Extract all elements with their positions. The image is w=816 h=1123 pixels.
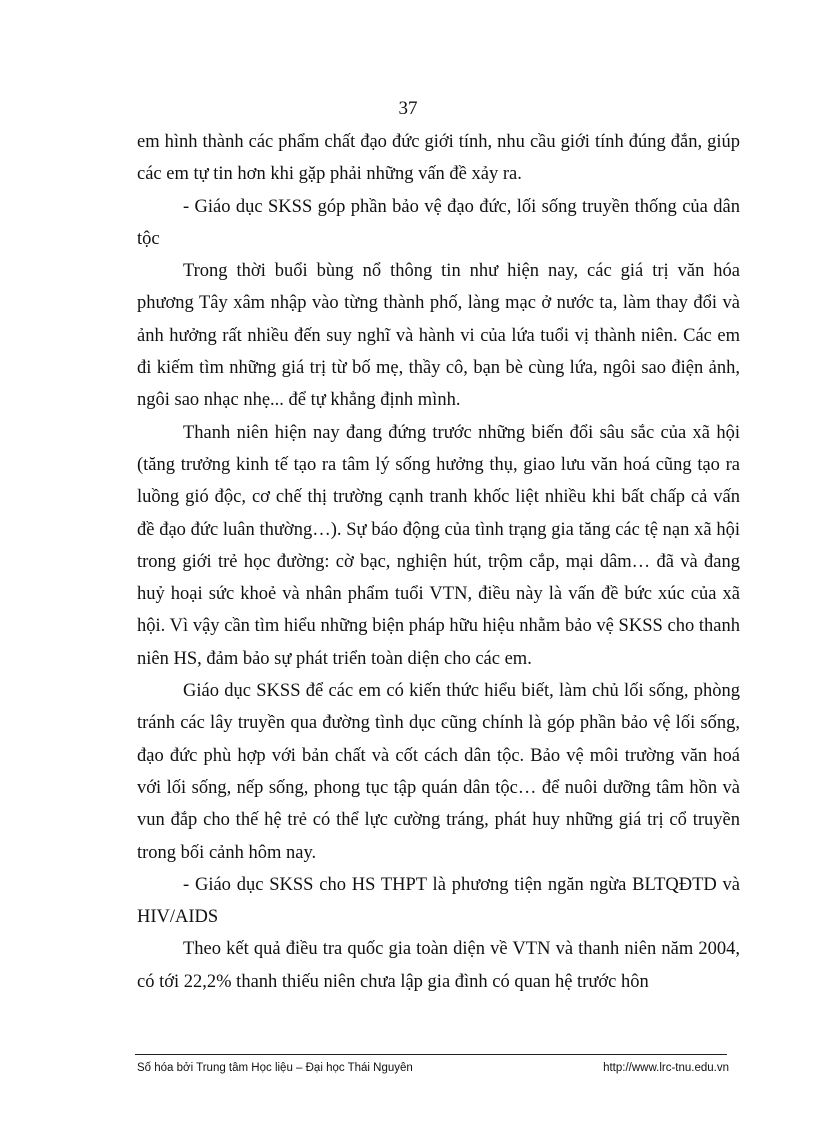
footer-source: Số hóa bởi Trung tâm Học liệu – Đại học Thái Nguyên bbox=[137, 1062, 413, 1074]
paragraph-education-purpose: Giáo dục SKSS để các em có kiến thức hiểu biết, làm chủ lối sống, phòng tránh các lây truyền qua đường tình dục cũng chính là góp phần bảo vệ lối sống, đạo đức phù hợp với bản chất và cốt cách dân tộc. Bảo vệ môi trường văn hoá với lối sống, nếp sống, phong tục tập quán dân tộc… để nuôi dưỡng tâm hồn và vun đắp cho thế hệ trẻ có thể lực cường tráng, phát huy những giá trị cổ truyền trong bối cảnh hôm nay. bbox=[137, 681, 740, 863]
paragraph-continuation: em hình thành các phẩm chất đạo đức giới tính, nhu cầu giới tính đúng đắn, giúp các em tự tin hơn khi gặp phải những vấn đề xảy ra. bbox=[137, 132, 740, 185]
paragraph-information-era: Trong thời buổi bùng nổ thông tin như hiện nay, các giá trị văn hóa phương Tây xâm nhập vào từng thành phố, làng mạc ở nước ta, làm thay đổi và ảnh hưởng rất nhiều đến suy nghĩ và hành vi của lứa tuổi vị thành niên. Các em đi kiếm tìm những giá trị từ bố mẹ, thầy cô, bạn bè cùng lứa, ngôi sao điện ảnh, ngôi sao nhạc nhẹ... để tự khẳng định mình. bbox=[137, 261, 740, 411]
document-body bbox=[137, 126, 740, 998]
section-heading-tradition: - Giáo dục SKSS góp phần bảo vệ đạo đức, lối sống truyền thống của dân tộc bbox=[137, 196, 740, 249]
paragraph-youth-changes: Thanh niên hiện nay đang đứng trước những biến đổi sâu sắc của xã hội (tăng trưởng kinh tế tạo ra tâm lý sống hưởng thụ, giao lưu văn hoá cũng tạo ra luồng gió độc, cơ chế thị trường cạnh tranh khốc liệt nhiều khi bất chấp cả vấn đề đạo đức luân thường…). Sự báo động của tình trạng gia tăng các tệ nạn xã hội trong giới trẻ học đường: cờ bạc, nghiện hút, trộm cắp, mại dâm… đã và đang huỷ hoại sức khoẻ và nhân phẩm tuổi VTN, điều này là vấn đề bức xúc của xã hội. Vì vậy cần tìm hiểu những biện pháp hữu hiệu nhằm bảo vệ SKSS cho thanh niên HS, đảm bảo sự phát triển toàn diện cho các em. bbox=[137, 422, 740, 669]
page-number: 37 bbox=[398, 98, 418, 119]
section-heading-prevention: - Giáo dục SKSS cho HS THPT là phương tiện ngăn ngừa BLTQĐTD và HIV/AIDS bbox=[137, 874, 740, 928]
paragraph-survey-results: Theo kết quả điều tra quốc gia toàn diện về VTN và thanh niên năm 2004, có tới 22,2% thanh thiếu niên chưa lập gia đình có quan hệ trước hôn bbox=[137, 939, 740, 992]
footer-divider bbox=[135, 1054, 727, 1055]
footer-url: http://www.lrc-tnu.edu.vn bbox=[603, 1062, 729, 1074]
